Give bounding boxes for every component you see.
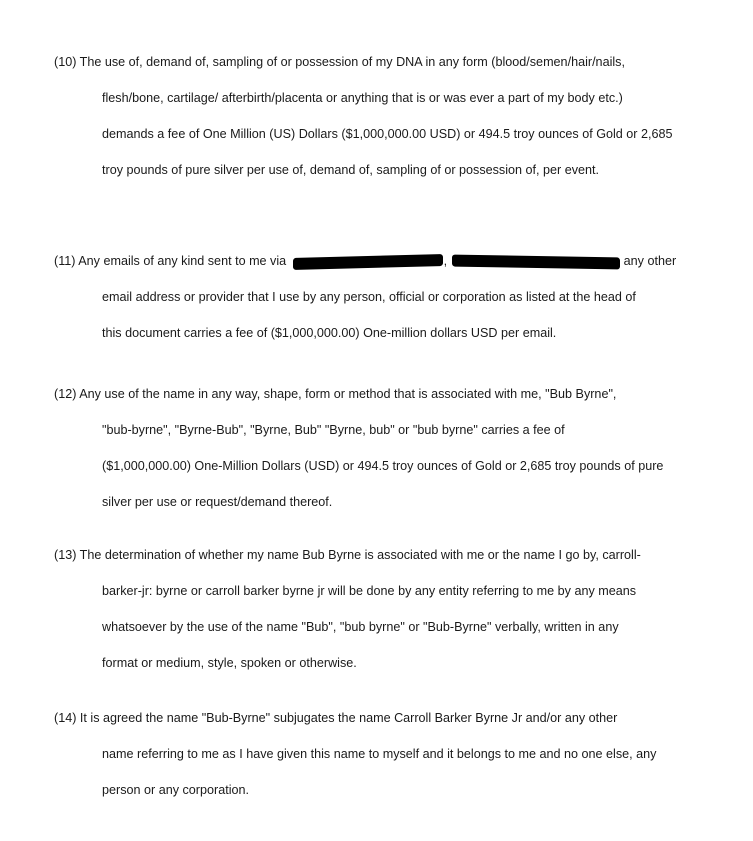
clause-11-line-3: this document carries a fee of ($1,000,000.00) One-million dollars USD per email. — [102, 326, 557, 340]
clause-10-line-1: (10) The use of, demand of, sampling of or possession of my DNA in any form (blood/semen/hair/nails, — [54, 55, 625, 69]
clause-12-line-4: silver per use or request/demand thereof. — [102, 495, 333, 509]
clause-14-line-1: (14) It is agreed the name "Bub-Byrne" subjugates the name Carroll Barker Byrne Jr and/or any other — [54, 711, 618, 725]
clause-12-line-1: (12) Any use of the name in any way, shape, form or method that is associated with me, "Bub Byrne", — [54, 387, 617, 401]
clause-10-line-2: flesh/bone, cartilage/ afterbirth/placenta or anything that is or was ever a part of my body etc.) — [102, 91, 623, 105]
clause-13-line-3: whatsoever by the use of the name "Bub", "bub byrne" or "Bub-Byrne" verbally, written in any — [102, 620, 619, 634]
clause-11-separator: , — [443, 254, 448, 268]
clause-13-line-4: format or medium, style, spoken or otherwise. — [102, 656, 357, 670]
clause-12-line-3: ($1,000,000.00) One-Million Dollars (USD) or 494.5 troy ounces of Gold or 2,685 troy pounds of pure — [102, 459, 664, 473]
clause-11-suffix: any other — [620, 254, 677, 268]
clause-10-line-3: demands a fee of One Million (US) Dollars ($1,000,000.00 USD) or 494.5 troy ounces of Gold or 2,685 — [102, 127, 673, 141]
clause-13-line-1: (13) The determination of whether my name Bub Byrne is associated with me or the name I go by, carroll- — [54, 548, 641, 562]
clause-14-line-2: name referring to me as I have given this name to myself and it belongs to me and no one else, any — [102, 747, 657, 761]
clause-10-line-4: troy pounds of pure silver per use of, demand of, sampling of or possession of, per event. — [102, 163, 600, 177]
redaction-mark — [293, 254, 443, 270]
clause-13-line-2: barker-jr: byrne or carroll barker byrne jr will be done by any entity referring to me by any means — [102, 584, 637, 598]
clause-11-line-2: email address or provider that I use by any person, official or corporation as listed at the head of — [102, 290, 636, 304]
clause-11-prefix: (11) Any emails of any kind sent to me via — [54, 254, 290, 268]
redaction-mark — [452, 254, 620, 269]
clause-11-line-1 — [54, 253, 676, 269]
clause-14-line-3: person or any corporation. — [102, 783, 250, 797]
clause-12-line-2: "bub-byrne", "Byrne-Bub", "Byrne, Bub" "Byrne, bub" or "bub byrne" carries a fee of — [102, 423, 565, 437]
